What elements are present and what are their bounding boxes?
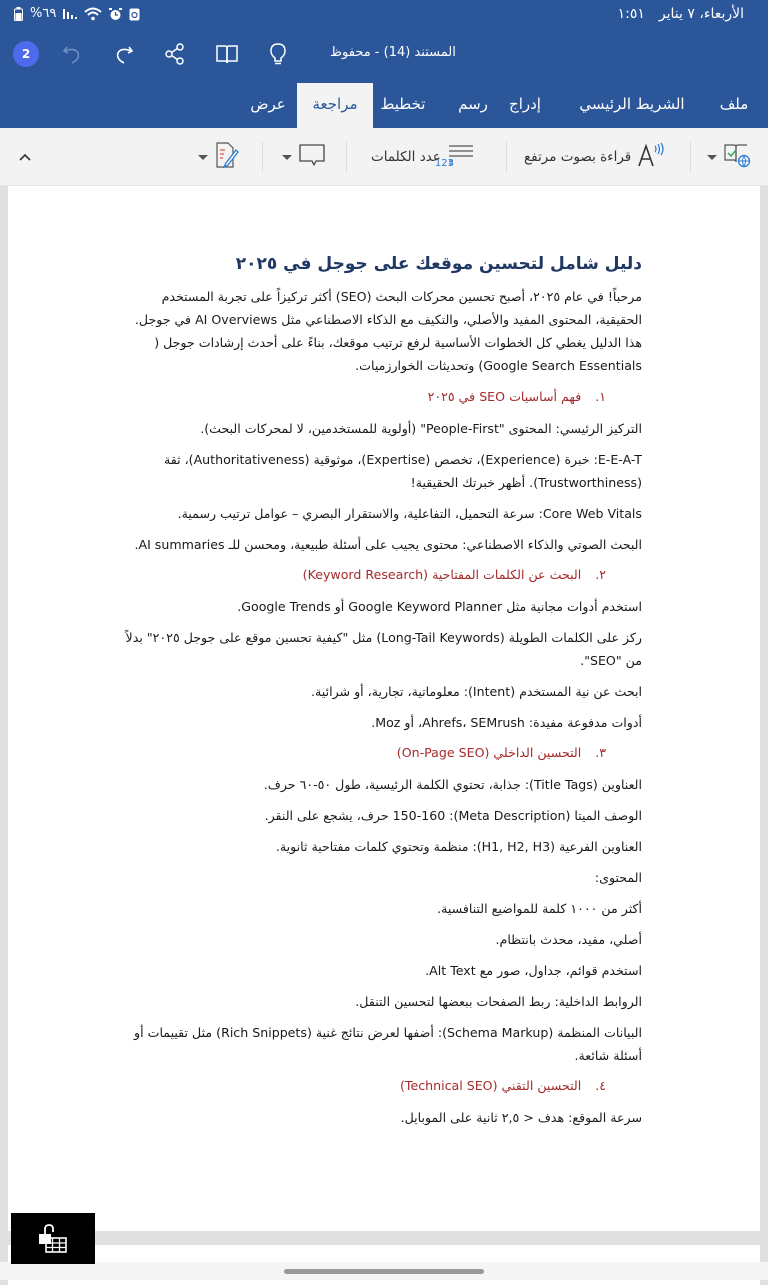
section-number: ١. — [595, 389, 606, 404]
signal-icon — [63, 8, 77, 20]
read-aloud-button[interactable] — [524, 140, 665, 174]
section-number: ٣. — [595, 745, 606, 760]
book-icon[interactable] — [213, 40, 241, 68]
document-page[interactable] — [8, 186, 760, 1231]
svg-text:123: 123 — [434, 158, 454, 169]
paragraph[interactable]: البيانات المنظمة (Schema Markup): أضفها لعرض نتائج غنية (Rich Snippets) مثل تقييمات أو أسئلة شائعة. — [134, 1025, 642, 1063]
separator — [346, 142, 347, 172]
paragraph[interactable]: استخدم قوائم، جداول، صور مع Alt Text. — [425, 963, 642, 978]
section-number: ٢. — [595, 567, 606, 582]
status-date: الأربعاء، ٧ يناير — [658, 6, 744, 22]
read-aloud-label: قراءة بصوت مرتفع — [524, 149, 632, 165]
track-changes-button[interactable] — [198, 140, 240, 174]
keyboard-icon — [35, 1224, 71, 1254]
collapse-ribbon-button[interactable] — [18, 140, 32, 174]
section-number: ٤. — [595, 1078, 606, 1093]
paragraph[interactable]: E-E-A-T: خبرة (Experience)، تخصص (Expertise)، موثوقية (Authoritativeness)، ثقة (Trustworthiness). أظهر خبرتك الحقيقية! — [163, 452, 642, 490]
undo-icon[interactable] — [58, 40, 86, 68]
paragraph[interactable]: التركيز الرئيسي: المحتوى "People-First" (أولوية للمستخدمين، لا لمحركات البحث). — [200, 421, 642, 436]
word-count-button[interactable] — [371, 140, 475, 174]
status-time: ١:٥١ — [617, 6, 645, 22]
lightbulb-icon[interactable] — [264, 40, 292, 68]
tab-home[interactable]: الشريط الرئيسي — [579, 95, 685, 113]
status-datetime — [618, 6, 744, 22]
tab-layout[interactable]: تخطيط — [380, 95, 426, 113]
keyboard-toggle-button[interactable] — [11, 1213, 95, 1264]
tab-file[interactable]: ملف — [719, 95, 749, 113]
share-icon[interactable] — [161, 40, 189, 68]
paragraph[interactable]: ركز على الكلمات الطويلة (Long-Tail Keywords) مثل "كيفية تحسين موقع على جوجل ٢٠٢٥" بدلاً من "SEO". — [125, 630, 642, 668]
paragraph[interactable]: البحث الصوتي والذكاء الاصطناعي: محتوى يجيب على أسئلة طبيعية، ومحسن للـ AI summaries. — [134, 537, 642, 552]
separator — [262, 142, 263, 172]
paragraph[interactable]: العناوين الفرعية (H1, H2, H3): منظمة وتحتوي كلمات مفتاحية ثانوية. — [275, 839, 642, 854]
paragraph[interactable]: Core Web Vitals: سرعة التحميل، التفاعلية، والاستقرار البصري – عوامل ترتيب رسمية. — [177, 506, 642, 521]
section-title: التحسين التقني (Technical SEO) — [399, 1078, 582, 1093]
tab-view[interactable]: عرض — [250, 95, 286, 113]
paragraph[interactable]: أدوات مدفوعة مفيدة: Ahrefs، SEMrush، أو Moz. — [371, 715, 642, 730]
paragraph[interactable]: سرعة الموقع: هدف < ٢,٥ ثانية على الموبايل. — [400, 1110, 642, 1125]
status-icons — [14, 6, 140, 21]
chevron-up-icon — [18, 152, 32, 162]
document-sections — [122, 386, 642, 1129]
section-heading[interactable] — [122, 1075, 606, 1097]
redo-icon[interactable] — [110, 40, 138, 68]
alarm-icon — [109, 7, 122, 21]
document-title[interactable]: المستند (14) - محفوظ — [330, 45, 456, 60]
document-canvas[interactable] — [0, 186, 768, 1280]
separator — [690, 142, 691, 172]
battery-icon — [14, 7, 23, 21]
chevron-down-icon — [198, 155, 208, 160]
section-title: البحث عن الكلمات المفتاحية (Keyword Research) — [302, 567, 582, 582]
ribbon-tabs — [0, 83, 768, 128]
header — [0, 0, 768, 128]
word-count-label: عدد الكلمات — [371, 149, 441, 165]
home-indicator[interactable] — [284, 1269, 484, 1274]
section-title: فهم أساسيات SEO في ٢٠٢٥ — [427, 389, 582, 404]
paragraph[interactable]: المحتوى: — [594, 870, 642, 885]
status-bar — [0, 0, 768, 30]
section-heading[interactable] — [122, 564, 606, 586]
title-bar — [0, 30, 768, 78]
paragraph[interactable]: الوصف الميتا (Meta Description): 150-160 حرف، يشجع على النقر. — [264, 808, 642, 823]
notification-icon — [129, 7, 140, 21]
separator — [506, 142, 507, 172]
intro-paragraph[interactable]: مرحباً! في عام ٢٠٢٥، أصبح تحسين محركات البحث (SEO) أكثر تركيزاً على تجربة المستخدم الحقيقية، المحتوى المفيد والأصلي، والتكيف مع الذكاء الاصطناعي مثل AI Overviews في جوجل. هذا الدليل يغطي كل الخطوات الأساسية لرفع ترتيب موقعك، بناءً على أحدث إرشادات جوجل ( Google Search Essentials) وتحديثات الخوارزميات. — [134, 289, 642, 373]
paragraph[interactable]: الروابط الداخلية: ربط الصفحات ببعضها لتحسين التنقل. — [355, 994, 642, 1009]
review-ribbon — [0, 128, 768, 186]
section-title: التحسين الداخلي (On-Page SEO) — [396, 745, 582, 760]
collaborator-avatar[interactable]: 2 — [13, 41, 39, 67]
section-heading[interactable] — [122, 386, 606, 408]
comment-button[interactable] — [282, 140, 326, 174]
wifi-icon — [84, 7, 102, 21]
paragraph[interactable]: ابحث عن نية المستخدم (Intent): معلوماتية، تجارية، أو شرائية. — [311, 684, 642, 699]
paragraph[interactable]: أكثر من ١٠٠٠ كلمة للمواضيع التنافسية. — [437, 901, 642, 916]
paragraph[interactable]: أصلي، مفيد، محدث بانتظام. — [495, 932, 642, 947]
tab-draw[interactable]: رسم — [458, 95, 488, 113]
paragraph[interactable]: استخدم أدوات مجانية مثل Google Keyword Planner أو Google Trends. — [237, 599, 642, 614]
chevron-down-icon — [707, 155, 717, 160]
document-heading[interactable]: دليل شامل لتحسين موقعك على جوجل في ٢٠٢٥ — [235, 254, 642, 274]
battery-percent: %٦٩ — [30, 6, 57, 21]
language-button[interactable] — [707, 140, 751, 174]
comment-icon — [298, 142, 326, 172]
word-count-icon — [434, 143, 475, 171]
tab-insert[interactable]: إدراج — [509, 95, 541, 113]
paragraph[interactable]: العناوين (Title Tags): جذابة، تحتوي الكلمة الرئيسية، طول ٥٠-٦٠ حرف. — [263, 777, 642, 792]
document-content[interactable] — [122, 254, 642, 1137]
read-aloud-icon — [637, 142, 665, 172]
chevron-down-icon — [282, 155, 292, 160]
tab-review[interactable]: مراجعة — [297, 83, 373, 128]
language-icon — [723, 142, 751, 172]
section-heading[interactable] — [122, 742, 606, 764]
track-changes-icon — [214, 141, 240, 173]
